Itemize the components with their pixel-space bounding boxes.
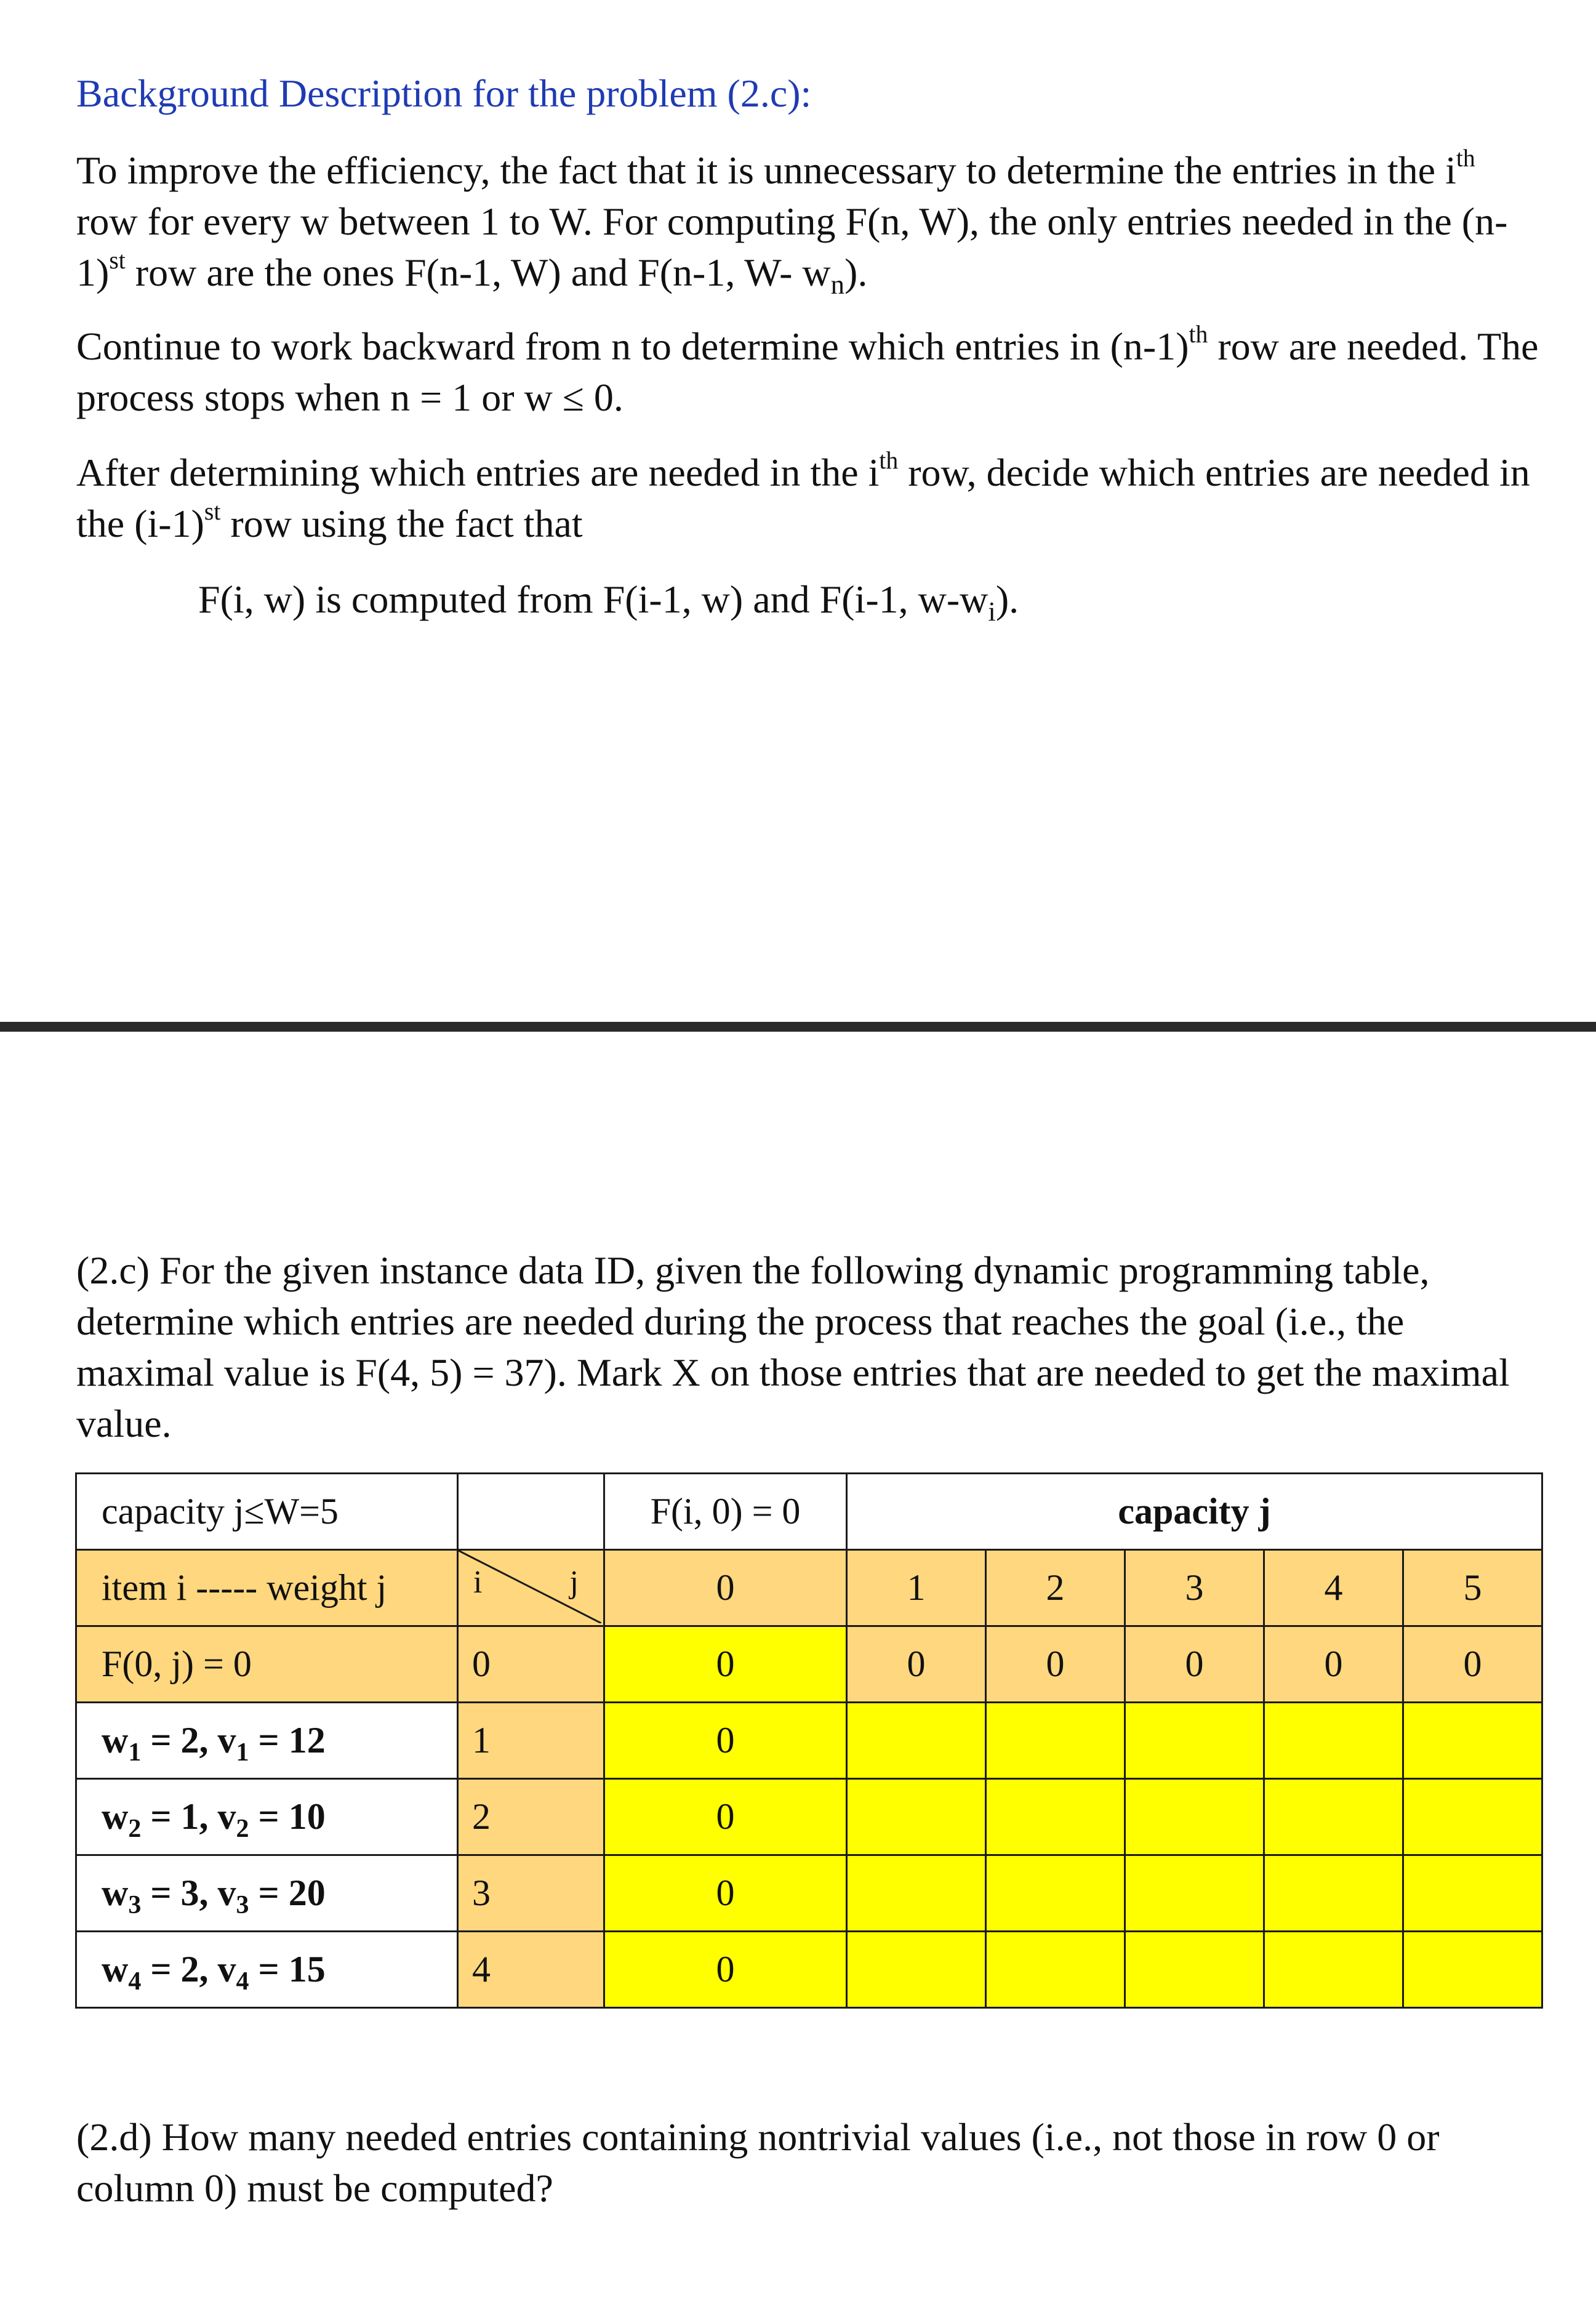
- weight-col-2: 2: [986, 1550, 1125, 1626]
- table-row-header: [76, 1474, 1542, 1550]
- cell-0-5: 0: [1403, 1626, 1542, 1703]
- cell-3-3[interactable]: [1125, 1855, 1264, 1932]
- cell-3-5[interactable]: [1403, 1855, 1542, 1932]
- cell-2-5[interactable]: [1403, 1779, 1542, 1855]
- item-3-label: $w_3 = 3$, $v_3 = 20$: [76, 1855, 458, 1932]
- weight-col-5: 5: [1403, 1550, 1542, 1626]
- item-2-label: $w_2 = 1$, $v_2 = 10$: [76, 1779, 458, 1855]
- dp-table: [75, 1472, 1543, 2009]
- cell-4-0: 0: [604, 1932, 847, 2008]
- weight-col-4: 4: [1264, 1550, 1403, 1626]
- weight-col-1: 1: [847, 1550, 986, 1626]
- cell-4-2[interactable]: [986, 1932, 1125, 2008]
- weight-col-3: 3: [1125, 1550, 1264, 1626]
- table-row: [76, 1779, 1542, 1855]
- empty-header-cell: [458, 1474, 604, 1550]
- cell-1-2[interactable]: [986, 1703, 1125, 1779]
- cell-1-0: 0: [604, 1703, 847, 1779]
- cell-3-0: 0: [604, 1855, 847, 1932]
- row-index-0: 0: [458, 1626, 604, 1703]
- cell-0-3: 0: [1125, 1626, 1264, 1703]
- cell-2-4[interactable]: [1264, 1779, 1403, 1855]
- section-heading: Background Description for the problem (2.c):: [76, 71, 812, 115]
- paragraph-row-entries: After determining which entries are needed in the $i^{th}$ row, decide which entries are needed in the $(i-1)^{st}$ row using the fact that: [76, 447, 1530, 545]
- paragraph-backward: Continue to work backward from n to determine which entries in $(n-1)^{th}$ row are needed. The process stops when n = 1 or w ≤ 0.: [76, 321, 1539, 419]
- diagonal-corner-cell: [458, 1550, 604, 1626]
- diag-j-label: j: [569, 1565, 579, 1600]
- item-1-label: $w_1 = 2$, $v_1 = 12$: [76, 1703, 458, 1779]
- table-row-f0: [76, 1626, 1542, 1703]
- cell-0-4: 0: [1264, 1626, 1403, 1703]
- capacity-bound-label: capacity j≤W=5: [76, 1474, 458, 1550]
- recurrence-formula: F(i, w) is computed from F(i-1, w) and F(i-1, $w-w_i$).: [198, 577, 1019, 627]
- row-index-1: 1: [458, 1703, 604, 1779]
- cell-4-5[interactable]: [1403, 1932, 1542, 2008]
- cell-0-1: 0: [847, 1626, 986, 1703]
- cell-1-4[interactable]: [1264, 1703, 1403, 1779]
- f0j-label: F(0, j) = 0: [76, 1626, 458, 1703]
- weight-col-0: 0: [604, 1550, 847, 1626]
- row-index-4: 4: [458, 1932, 604, 2008]
- cell-0-0: 0: [604, 1626, 847, 1703]
- cell-1-3[interactable]: [1125, 1703, 1264, 1779]
- cell-1-1[interactable]: [847, 1703, 986, 1779]
- table-row: [76, 1703, 1542, 1779]
- cell-3-2[interactable]: [986, 1855, 1125, 1932]
- cell-2-0: 0: [604, 1779, 847, 1855]
- cell-0-2: 0: [986, 1626, 1125, 1703]
- cell-2-2[interactable]: [986, 1779, 1125, 1855]
- table-row-weights: [76, 1550, 1542, 1626]
- capacity-j-label: capacity j: [847, 1474, 1542, 1550]
- cell-4-4[interactable]: [1264, 1932, 1403, 2008]
- question-2d: (2.d) How many needed entries containing nontrivial values (i.e., not those in row 0 or column 0) must be computed?: [76, 2115, 1440, 2210]
- cell-1-5[interactable]: [1403, 1703, 1542, 1779]
- question-2c: (2.c) For the given instance data ID, given the following dynamic programming table, determine which entries are needed during the process that reaches the goal (i.e., the maximal value is F(4, 5) = 37). Mark X on those entries that are needed to get the maximal value.: [76, 1248, 1510, 1445]
- f-i0-label: F(i, 0) = 0: [604, 1474, 847, 1550]
- diag-i-label: i: [473, 1565, 483, 1600]
- table-row: [76, 1855, 1542, 1932]
- cell-3-4[interactable]: [1264, 1855, 1403, 1932]
- item-weight-label: item i ----- weight j: [76, 1550, 458, 1626]
- item-4-label: $w_4 = 2$, $v_4 = 15$: [76, 1932, 458, 2008]
- cell-4-3[interactable]: [1125, 1932, 1264, 2008]
- section-divider: [0, 1022, 1596, 1032]
- cell-2-1[interactable]: [847, 1779, 986, 1855]
- paragraph-efficiency: To improve the efficiency, the fact that it is unnecessary to determine the entries in the $i^{th}$ row for every w between 1 to W. For computing F(n, W), the only entries needed in the $(n-1)^{st}$ row are the ones F(n-1, W) and F(n-1, W- $w_n$).: [76, 145, 1508, 300]
- cell-4-1[interactable]: [847, 1932, 986, 2008]
- row-index-2: 2: [458, 1779, 604, 1855]
- cell-2-3[interactable]: [1125, 1779, 1264, 1855]
- row-index-3: 3: [458, 1855, 604, 1932]
- table-row: [76, 1932, 1542, 2008]
- cell-3-1[interactable]: [847, 1855, 986, 1932]
